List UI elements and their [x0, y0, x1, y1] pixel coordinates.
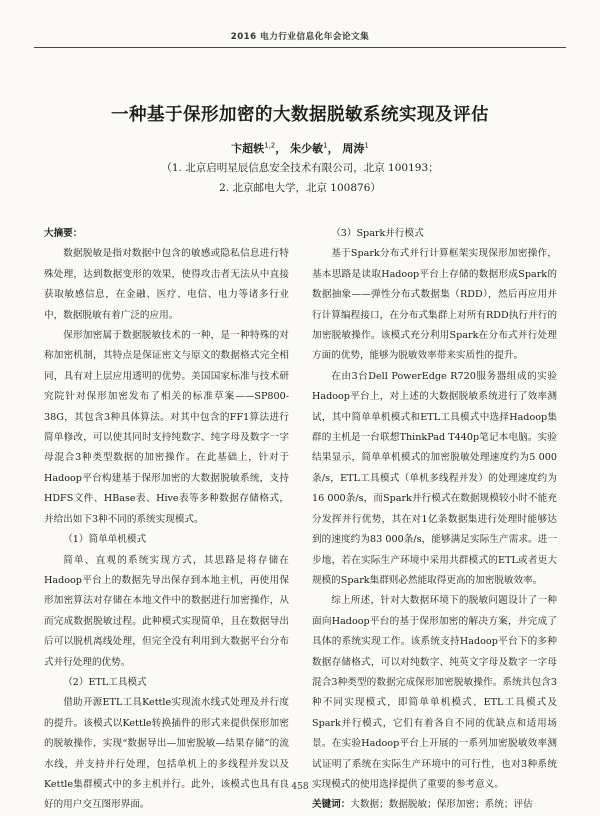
left-column — [44, 224, 289, 816]
right-column — [312, 224, 557, 816]
page-number: 458 — [291, 782, 309, 792]
mode-paragraph: 简单、直观的系统实现方式，其思路是将存储在Hadoop平台上的数据先导出保存到本地主机，再使用保形加密算法对存储在本地文件中的数据进行加密操作，从而完成数据脱敏过程。此种模式实现简单，且在数据导出后可以脱机离线处理，但完全没有利用到大数据平台分布式并行处理的优势。 — [44, 554, 289, 668]
author-affiliation-mark: 1 — [364, 141, 369, 150]
running-header: 2016 电力行业信息化年会论文集 — [230, 32, 370, 42]
keywords-label: 关键词： — [312, 799, 351, 811]
mode-paragraph: 基于Spark分布式并行计算框架实现保形加密操作，基本思路是读取Hadoop平台上存储的数据形成Spark的数据抽象——弹性分布式数据集（RDD），然后再应用并行计算编程接口，在分布式集群上对所有RDD执行并行的加密脱敏操作。该模式充分利用Spark在分布式并行处理方面的优势，能够为脱敏效率带来实质性的提升。 — [312, 248, 557, 362]
abstract-paragraph: 保形加密属于数据脱敏技术的一种，是一种特殊的对称加密机制，其特点是保证密文与原文的数据格式完全相同，具有对上层应用透明的优势。美国国家标准与技术研究院针对保形加密发布了相关的标准草案——SP800-38G，其包含3种具体算法。对其中包含的FF1算法进行简单修改，可以使其同时支持纯数字、纯字母及数字一字母混合3种类型数据的加密操作。在此基础上，针对于Hadoop平台构建基于保形加密的大数据脱敏系统，支持HDFS文件、HBase表、Hive表等多种数据存储格式，并给出如下3种不同的系统实现模式。 — [44, 330, 289, 525]
abstract-label: 大摘要： — [44, 228, 83, 239]
keywords-line — [312, 795, 557, 815]
author-name: 卞超轶 — [231, 142, 265, 155]
header-rule — [34, 47, 566, 48]
mode-heading: （1）简单单机模式 — [63, 534, 147, 546]
mode-heading: （3）Spark并行模式 — [331, 228, 424, 239]
abstract-paragraph: 综上所述，针对大数据环境下的脱敏问题设计了一种面向Hadoop平台的基于保形加密的解决方案，并完成了具体的系统实现工作。该系统支持Hadoop平台下的多种数据存储格式，可以对纯数字、纯英文字母及数字一字母混合3种类型的数据完成保形加密脱敏操作。系统共包含3种不同实现模式，即简单单机模式、ETL工具模式及Spark并行模式，它们有着各自不同的优缺点和适用场景。在实验Hadoop平台上开展的一系列加密脱敏效率测试证明了系统在实际生产环境中的可行性，也对3种系统实现模式的使用选择提供了重要的参考意义。 — [312, 595, 557, 790]
paper-title: 一种基于保形加密的大数据脱敏系统实现及评估 — [111, 105, 489, 125]
abstract-paragraph: 在由3台Dell PowerEdge R720服务器组成的实验Hadoop平台上，对上述的大数据脱敏系统进行了效率测试，其中简单单机模式和ETL工具模式中选择Hadoop集群的主机是一台联想ThinkPad T440p笔记本电脑。实验结果显示，简单单机模式的加密脱敏处理速度约为5 000条/s，ETL工具模式（单机多线程并发）的处理速度约为16 000条/s，而Spark并行模式在数据规模较小时不能充分发挥并行优势，其在对1亿条数据集进行处理时能够达到的速度约为83 000条/s，能够满足实际生产需求。进一步地，若在实际生产环境中采用共群模式的ETL或者更大规模的Spark集群则必然能取得更高的加密脱敏效率。 — [312, 370, 557, 586]
author-affiliation-mark: 1,2 — [264, 141, 276, 150]
author-list: 卞超轶$^{1,2}$， 朱少敏$^1$， 周涛$^1$ — [231, 141, 369, 155]
author-name: 周涛 — [342, 142, 365, 155]
mode-paragraph: 借助开源ETL工具Kettle实现流水线式处理及并行度的提升。该模式以Kettle转换插件的形式来提供保形加密的脱敏操作，实现“数据导出—加密脱敏—结果存储”的流水线，并支持并行处理，包括单机上的多线程并发以及Kettle集群模式中的多主机并行。此外，该模式也具有良好的用户交互图形界面。 — [44, 697, 289, 811]
author-name: 朱少敏 — [290, 142, 324, 155]
author-affiliation-mark: 1 — [323, 141, 328, 150]
affiliation-line: （1. 北京启明星辰信息安全技术有限公司，北京 100193； — [161, 162, 439, 174]
abstract-paragraph: 数据脱敏是指对数据中包含的敏感或隐私信息进行特殊处理，达到数据变形的效果，使得攻击者无法从中直接获取敏感信息，在金融、医疗、电信、电力等诸多行业中，数据脱敏有着广泛的应用。 — [44, 248, 289, 321]
mode-heading: （2）ETL工具模式 — [63, 676, 147, 688]
keywords-text: 大数据；数据脱敏；保形加密；系统；评估 — [350, 799, 533, 811]
affiliation-line: 2. 北京邮电大学，北京 100876） — [219, 182, 381, 194]
